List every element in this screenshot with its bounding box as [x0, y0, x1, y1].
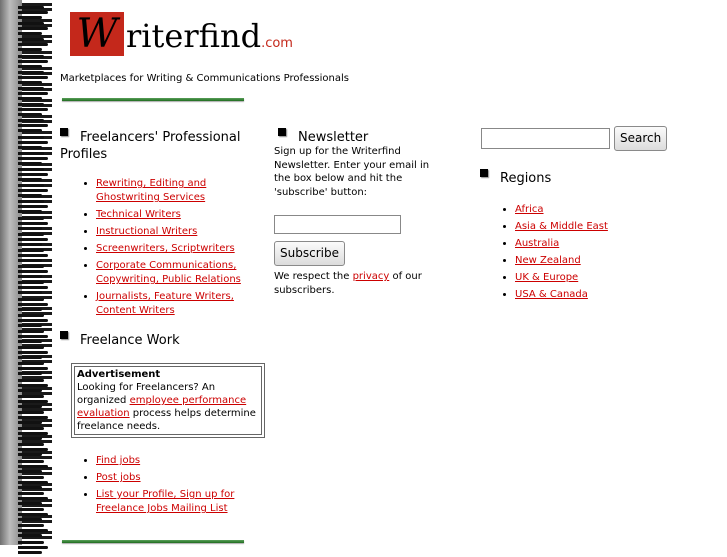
- spiral-ring: [18, 249, 48, 265]
- profiles-heading: Freelancers' Professional Profiles: [60, 130, 241, 162]
- list-item: [96, 208, 266, 222]
- list-item: [96, 454, 266, 468]
- list-item: [96, 471, 266, 485]
- newsletter-email-input[interactable]: [274, 215, 401, 234]
- spiral-ring: [18, 22, 48, 38]
- spiral-ring: [18, 346, 48, 362]
- advertisement-box: [71, 363, 265, 438]
- spiral-ring: [18, 87, 48, 103]
- spiral-ring: [18, 55, 48, 71]
- newsletter-description: Sign up for the Writerfind Newsletter. Enter your email in the box below and hit the 'subscribe' button:: [274, 146, 430, 198]
- spiral-ring: [18, 38, 48, 54]
- link-australia[interactable]: Australia: [515, 238, 560, 249]
- header-divider: [62, 98, 244, 101]
- advertisement-text-end: process helps determine freelance needs.: [77, 408, 256, 432]
- subscribe-button[interactable]: Subscribe: [274, 241, 345, 266]
- spiral-ring: [18, 136, 48, 152]
- list-item: [515, 203, 685, 217]
- spiral-ring: [18, 427, 48, 443]
- link-employee-performance-evaluation[interactable]: employee performance evaluation: [77, 395, 247, 419]
- spiral-ring: [18, 103, 48, 119]
- spiral-ring: [18, 265, 48, 281]
- spiral-ring: [18, 492, 48, 508]
- profiles-list: [82, 177, 266, 321]
- footer-divider: [62, 540, 244, 543]
- spiral-ring: [18, 411, 48, 427]
- link-instructional-writers[interactable]: Instructional Writers: [96, 226, 198, 237]
- link-technical-writers[interactable]: Technical Writers: [96, 209, 181, 220]
- list-item: [515, 220, 685, 234]
- link-post-jobs[interactable]: Post jobs: [96, 472, 141, 483]
- newsletter-heading: Newsletter: [278, 129, 438, 146]
- link-corporate-communications[interactable]: Corporate Communications, Copywriting, Public Relations: [96, 260, 241, 285]
- link-list-your-profile[interactable]: List your Profile, Sign up for Freelance Jobs Mailing List: [96, 489, 235, 514]
- list-item: [96, 177, 266, 205]
- logo-letter: W: [70, 12, 124, 56]
- freelance-work-list: [82, 454, 266, 519]
- spiral-ring: [18, 71, 48, 87]
- spiral-ring: [18, 460, 48, 476]
- list-item: [96, 290, 266, 318]
- link-find-jobs[interactable]: Find jobs: [96, 455, 141, 466]
- link-journalists[interactable]: Journalists, Feature Writers, Content Writers: [96, 291, 234, 316]
- section-bullet-icon: [480, 169, 488, 177]
- spiral-ring: [18, 233, 48, 249]
- spiral-ring: [18, 476, 48, 492]
- spiral-ring: [18, 330, 48, 346]
- spiral-ring: [18, 362, 48, 378]
- regions-heading: Regions: [480, 170, 630, 187]
- search-button[interactable]: Search: [614, 126, 667, 151]
- list-item: [96, 259, 266, 287]
- spiral-ring: [18, 152, 48, 168]
- logo-wordmark: riterfind: [126, 17, 262, 55]
- spiral-ring: [18, 200, 48, 216]
- spiral-ring: [18, 379, 48, 395]
- logo-tld: .com: [261, 36, 293, 51]
- list-item: [96, 242, 266, 256]
- search-input[interactable]: [481, 128, 610, 149]
- list-item: [96, 488, 266, 516]
- advertisement-text: Looking for Freelancers? An organized: [77, 382, 216, 406]
- spiral-ring: [18, 217, 48, 233]
- link-usa-canada[interactable]: USA & Canada: [515, 289, 588, 300]
- spiral-ring: [18, 395, 48, 411]
- section-bullet-icon: [278, 128, 286, 136]
- link-rewriting-editing[interactable]: Rewriting, Editing and Ghostwriting Services: [96, 178, 207, 203]
- section-bullet-icon: [60, 128, 68, 136]
- spiral-ring: [18, 443, 48, 459]
- privacy-note: We respect the privacy of our subscribers.: [274, 271, 422, 296]
- spiral-ring: [18, 508, 48, 524]
- spiral-ring: [18, 6, 48, 22]
- section-bullet-icon: [60, 331, 68, 339]
- link-asia-middle-east[interactable]: Asia & Middle East: [515, 221, 608, 232]
- list-item: [96, 225, 266, 239]
- spiral-ring: [18, 541, 48, 557]
- site-tagline: Marketplaces for Writing & Communications Professionals: [60, 73, 349, 84]
- spiral-ring: [18, 314, 48, 330]
- spiral-ring: [18, 184, 48, 200]
- regions-list: [501, 203, 685, 305]
- link-screenwriters[interactable]: Screenwriters, Scriptwriters: [96, 243, 235, 254]
- spiral-ring: [18, 119, 48, 135]
- list-item: [515, 288, 685, 302]
- spiral-ring: [18, 281, 48, 297]
- link-africa[interactable]: Africa: [515, 204, 544, 215]
- link-privacy[interactable]: privacy: [352, 271, 390, 282]
- spiral-binding: [0, 0, 52, 545]
- link-uk-europe[interactable]: UK & Europe: [515, 272, 579, 283]
- freelance-work-heading: Freelance Work: [60, 332, 260, 349]
- list-item: [515, 254, 685, 268]
- spiral-ring: [18, 524, 48, 540]
- spiral-ring: [18, 168, 48, 184]
- advertisement-title: Advertisement: [77, 369, 161, 380]
- list-item: [515, 271, 685, 285]
- link-new-zealand[interactable]: New Zealand: [515, 255, 581, 266]
- spiral-ring: [18, 298, 48, 314]
- list-item: [515, 237, 685, 251]
